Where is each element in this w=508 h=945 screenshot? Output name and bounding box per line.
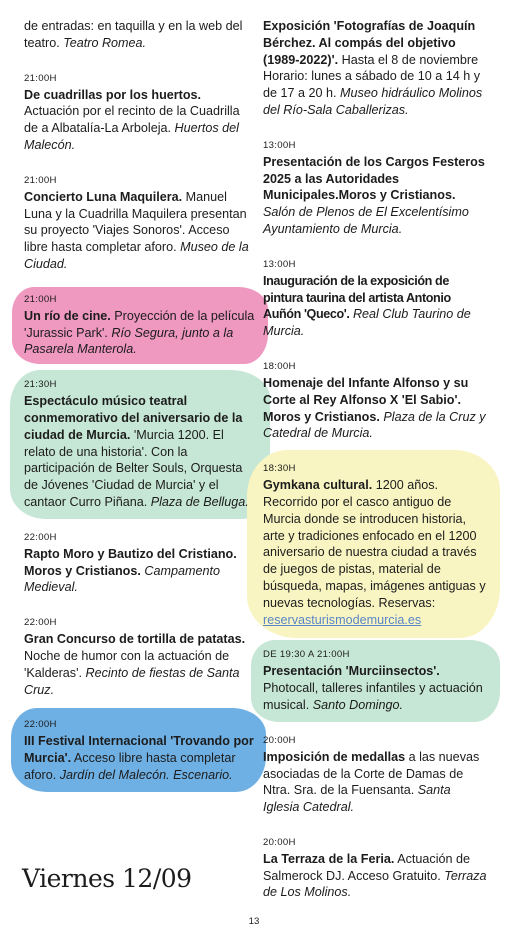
event-time: 20:00H <box>263 734 296 746</box>
event-time: 18:30H <box>263 463 296 475</box>
event-time: 21:30H <box>24 379 57 391</box>
event-teatro-romea <box>24 18 256 52</box>
event-title: Inauguración de la exposición de pintura taurina del artista Antonio Auñón 'Queco'. <box>263 273 451 322</box>
event-title: Rapto Moro y Bautizo del Cristiano. Moros y Cristianos. <box>24 546 237 578</box>
event-title: De cuadrillas por los huertos. <box>24 87 202 102</box>
event-text: Noche de humor con la actuación de 'Kalderas'. <box>24 648 230 680</box>
day-heading: Viernes 12/09 <box>22 864 192 893</box>
event-homenaje-alfonso <box>263 360 488 442</box>
event-title: Gran Concurso de tortilla de patatas. <box>24 632 246 647</box>
event-espectaculo-murcia-1200 <box>24 378 256 511</box>
event-murciinsectos <box>263 648 488 713</box>
event-rio-de-cine <box>24 293 256 358</box>
event-concurso-tortilla <box>24 616 256 698</box>
event-place: Plaza de Belluga. <box>150 494 249 509</box>
event-exposicion-taurina <box>263 258 488 340</box>
event-time: 20:00H <box>263 836 296 848</box>
event-text: 1200 años. Recorrido por el casco antiguo de Murcia donde se introducen historia, arte y tradiciones enfocado en el 1200 aniversario de nuestra ciudad a través de juegos de pistas, material de búsqueda, mapas, imágenes antiguas y nuevas tecnologías. Reservas: <box>263 478 486 610</box>
event-time: 21:00H <box>24 72 57 84</box>
event-place: Jardín del Malecón. Escenario. <box>59 767 233 782</box>
event-text: Manuel Luna y la Cuadrilla Maquilera presentan su proyecto 'Viajes Sonoros'. Acceso libre hasta completar aforo. <box>24 189 247 255</box>
event-place: Real Club Taurino de Murcia. <box>263 307 471 339</box>
event-text: Actuación por el recinto de la Cuadrilla de a Albatalía-La Arboleja. <box>24 104 240 136</box>
event-title: La Terraza de la Feria. <box>263 851 395 866</box>
event-title: Imposición de medallas <box>263 749 406 764</box>
event-title: Concierto Luna Maquilera. <box>24 189 183 204</box>
event-text: Hasta el 8 de noviembre Horario: lunes a sábado de 10 a 14 h y de 17 a 20 h. <box>263 52 481 101</box>
event-title: Exposición 'Fotografías de Joaquín Bérchez. Al compás del objetivo (1989-2022)'. <box>263 19 476 67</box>
event-time: 22:00H <box>24 617 57 629</box>
event-rapto-moro <box>24 531 256 596</box>
event-place: Campamento Medieval. <box>24 563 220 595</box>
event-cuadrillas-huertos <box>24 72 256 154</box>
event-title: Un río de cine. <box>24 308 111 323</box>
event-place: Salón de Plenos de El Excelentísimo Ayuntamiento de Murcia. <box>263 205 469 236</box>
event-text: de entradas: en taquilla y en la web del teatro. <box>24 19 243 50</box>
event-text: a las nuevas asociadas de la Corte de Damas de Ntra. Sra. de la Fuensanta. <box>263 749 480 798</box>
event-time: 18:00H <box>263 360 296 372</box>
event-time: DE 19:30 A 21:00H <box>263 649 350 661</box>
event-concierto-luna <box>24 174 256 273</box>
left-column <box>24 18 256 804</box>
event-text: Acceso libre hasta completar aforo. <box>24 751 236 782</box>
event-text: 'Murcia 1200. El relato de una historia'. Con la participación de Belter Souls, Orquesta de Jóvenes 'Ciudad de Murcia' y el cantaor Curro Piñana. <box>24 427 243 509</box>
event-title: Espectáculo músico teatral conmemorativo del aniversario de la ciudad de Murcia. <box>24 394 243 442</box>
event-imposicion-medallas <box>263 734 488 816</box>
event-place: Santa Iglesia Catedral. <box>263 783 451 815</box>
event-trovando-por-murcia <box>24 718 256 783</box>
event-place: Huertos del Malecón. <box>24 121 239 152</box>
event-place: Museo de la Ciudad. <box>24 240 249 271</box>
event-text: Proyección de la película 'Jurassic Park'. <box>24 308 255 340</box>
event-place: Museo hidráulico Molinos del Río-Sala Caballerizas. <box>263 86 483 117</box>
event-place: Recinto de fiestas de Santa Cruz. <box>24 665 240 697</box>
event-cargos-festeros <box>263 139 488 238</box>
event-title: Presentación 'Murciinsectos'. <box>263 664 440 679</box>
event-title: III Festival Internacional 'Trovando por Murcia'. <box>24 734 254 766</box>
event-place: Terraza de Los Molinos. <box>263 868 487 900</box>
event-place: Plaza de la Cruz y Catedral de Murcia. <box>263 409 486 441</box>
event-text: Actuación de Salmerock DJ. Acceso Gratuito. <box>263 851 471 883</box>
event-title: Presentación de los Cargos Festeros 2025 a las Autoridades Municipales.Moros y Cristianos. <box>263 154 485 203</box>
event-time: 22:00H <box>24 531 57 543</box>
event-time: 13:00H <box>263 258 296 270</box>
event-place: Río Segura, junto a la Pasarela Manterola. <box>24 325 234 357</box>
event-title: Gymkana cultural. <box>263 478 373 493</box>
event-time: 21:00H <box>24 293 57 305</box>
event-terraza-feria <box>263 836 488 901</box>
event-time: 13:00H <box>263 139 296 151</box>
right-column <box>263 18 488 921</box>
event-place: Teatro Romea. <box>63 35 147 50</box>
event-title: Homenaje del Infante Alfonso y su Corte al Rey Alfonso X 'El Sabio'. Moros y Cristianos. <box>263 375 469 424</box>
event-exposicion-berchez <box>263 18 488 119</box>
page-number: 13 <box>248 916 260 927</box>
reservas-link[interactable]: reservasturismodemurcia.es <box>263 612 422 627</box>
event-text: Photocall, talleres infantiles y actuación musical. <box>263 681 483 712</box>
event-time: 21:00H <box>24 174 57 186</box>
event-time: 22:00H <box>24 719 57 731</box>
event-place: Santo Domingo. <box>312 697 403 712</box>
event-gymkana-cultural <box>263 462 488 628</box>
